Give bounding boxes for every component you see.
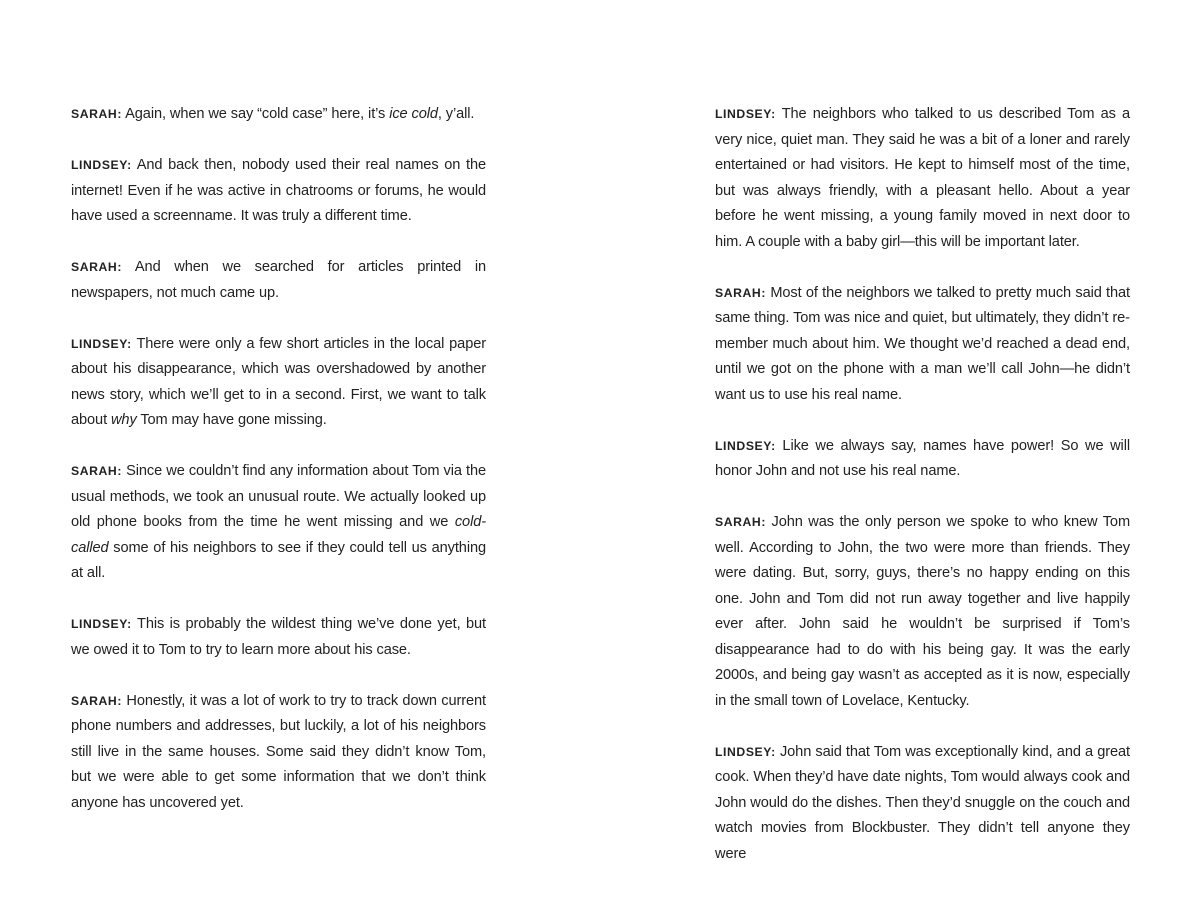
- text-run: Most of the neighbors we talked to pretty much said that same thing. Tom was nice and quiet, but ultimately, they didn’t remember much about him. We thought we’d reached a dead end, until we got on the phone with a man we’ll call John—he didn’t want us to use his real name.: [715, 284, 1130, 403]
- dialogue-text: [715, 514, 1130, 709]
- dialogue-text: [715, 106, 1130, 250]
- dialogue-text: [71, 693, 486, 811]
- dialogue-text: [71, 336, 486, 429]
- text-run: John said that Tom was exceptionally kind, and a great cook. When they’d have date nights, Tom would always cook and John would do the dishes. Then they’d snuggle on the couch and watch movies from Blockbuster. They didn’t tell anyone they were: [715, 743, 1130, 862]
- dialogue-paragraph: [715, 102, 1130, 255]
- dialogue-paragraph: [71, 153, 486, 230]
- text-run: , y’all.: [437, 106, 475, 122]
- speaker-label: SARAH:: [71, 693, 122, 708]
- text-run: Since we couldn’t find any information about Tom via the usual methods, we took an unusual route. We actually looked up old phone books from the time he went missing and we: [71, 463, 486, 530]
- text-run: This is probably the wildest thing we’ve done yet, but we owed it to Tom to try to learn more about his case.: [71, 616, 486, 658]
- dialogue-paragraph: [715, 281, 1130, 409]
- text-run: The neighbors who talked to us described Tom as a very nice, quiet man. They said he was a bit of a loner and rarely entertained or had visitors. He kept to himself most of the time, but was always friendly, with a pleasant hello. About a year before he went missing, a young family moved in next door to him. A couple with a baby girl—this will be important later.: [715, 106, 1130, 250]
- italic-text: ice cold: [389, 106, 438, 122]
- dialogue-paragraph: [715, 740, 1130, 868]
- dialogue-paragraph: [71, 255, 486, 306]
- text-run: There were only a few short articles in the local paper about his disappearance, which was overshadowed by another news story, which we’ll get to in a second. First, we want to talk about: [71, 335, 486, 428]
- speaker-label: LINDSEY:: [715, 744, 776, 759]
- text-run: Again, when we say “cold case” here, it’s: [125, 106, 390, 122]
- dialogue-paragraph: [71, 332, 486, 434]
- speaker-label: LINDSEY:: [71, 158, 132, 172]
- speaker-label: LINDSEY:: [71, 336, 132, 351]
- dialogue-text: [71, 616, 486, 658]
- dialogue-paragraph: [71, 102, 486, 128]
- speaker-label: SARAH:: [71, 464, 122, 478]
- dialogue-text: [715, 285, 1130, 403]
- speaker-label: SARAH:: [715, 285, 766, 300]
- text-run: John was the only person we spoke to who knew Tom well. According to John, the two were more than friends. They were dating. But, sorry, guys, there’s no happy ending on this one. John and Tom did not run away together and live happily ever after. John said he wouldn’t be surprised if Tom’s disappearance had to do with his being gay. It was the early 2000s, and being gay wasn’t as accepted as it is now, especially in the small town of Lovelace, Kentucky.: [715, 514, 1130, 709]
- right-page: [715, 102, 1130, 893]
- dialogue-text: [715, 744, 1130, 862]
- dialogue-paragraph: [715, 510, 1130, 714]
- speaker-label: SARAH:: [715, 515, 766, 529]
- speaker-label: SARAH:: [71, 260, 122, 274]
- speaker-label: SARAH:: [71, 107, 122, 121]
- dialogue-paragraph: [71, 612, 486, 663]
- text-run: Honestly, it was a lot of work to try to track down current phone numbers and addresses, but luckily, a lot of his neighbors still live in the same houses. Some said they didn’t know Tom, but we were able to get some information that we don’t think anyone has uncovered yet.: [71, 692, 486, 811]
- italic-text: why: [110, 412, 137, 428]
- text-run: Like we always say, names have power! So we will honor John and not use his real name.: [715, 437, 1130, 479]
- text-run: Tom may have gone missing.: [136, 412, 327, 428]
- speaker-label: LINDSEY:: [715, 438, 776, 453]
- dialogue-text: [71, 259, 486, 301]
- dialogue-paragraph: [71, 689, 486, 817]
- dialogue-text: [125, 106, 474, 122]
- dialogue-paragraph: [71, 459, 486, 587]
- italic-text: cold-called: [71, 514, 486, 556]
- dialogue-text: [71, 463, 486, 581]
- dialogue-text: [715, 438, 1130, 480]
- text-run: And when we searched for articles printed in newspapers, not much came up.: [71, 259, 487, 301]
- speaker-label: LINDSEY:: [71, 617, 132, 631]
- text-run: And back then, nobody used their real names on the internet! Even if he was active in chatrooms or forums, he would have used a screenname. It was truly a different time.: [71, 157, 486, 224]
- dialogue-text: [71, 157, 486, 224]
- dialogue-paragraph: [715, 434, 1130, 485]
- text-run: some of his neighbors to see if they could tell us anything at all.: [71, 539, 486, 581]
- speaker-label: LINDSEY:: [715, 107, 776, 121]
- left-page: [71, 102, 486, 842]
